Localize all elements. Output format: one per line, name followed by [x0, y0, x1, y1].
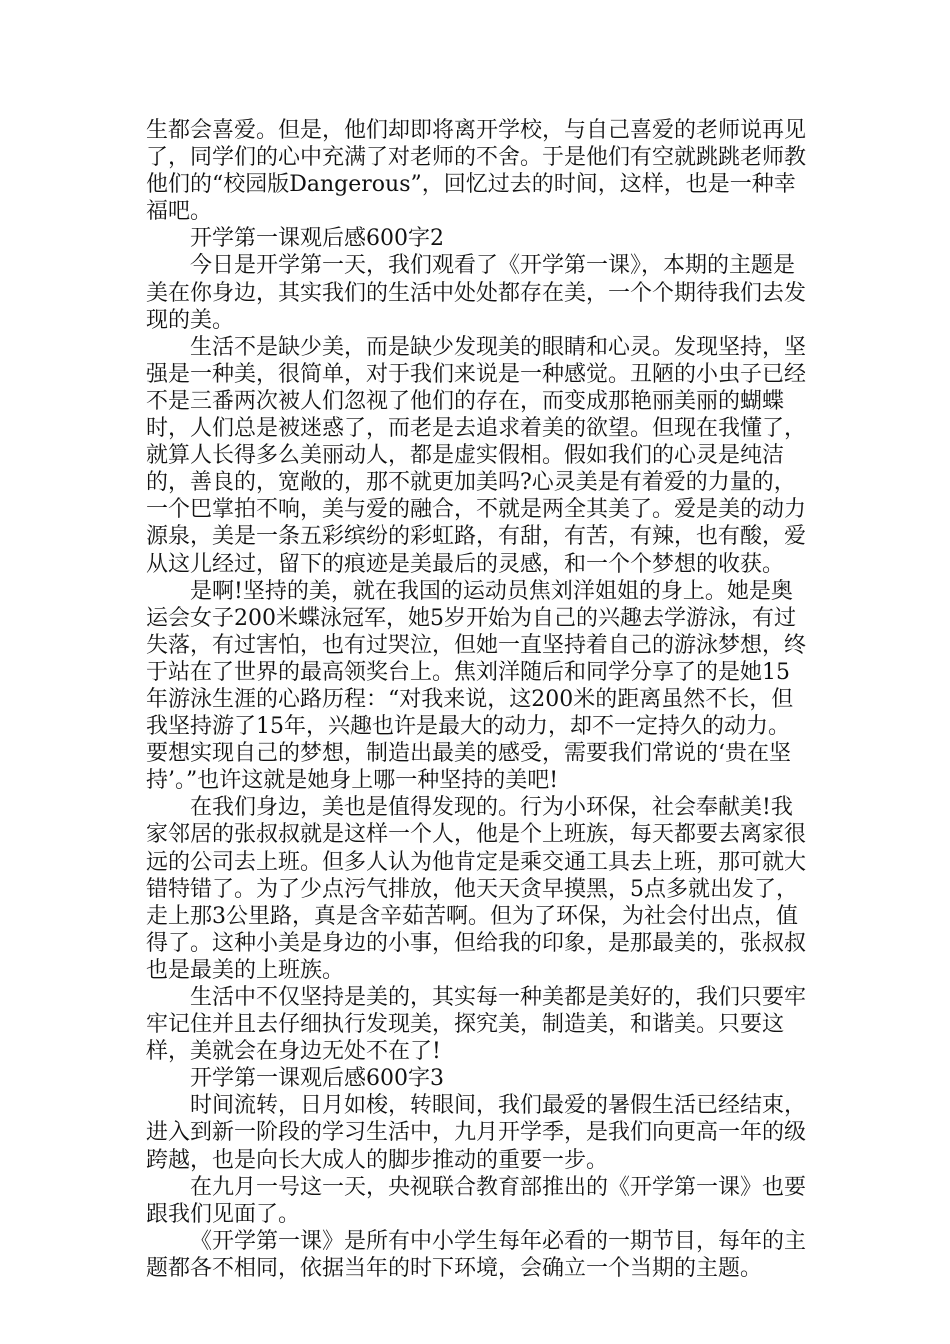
paragraph: 在我们身边，美也是值得发现的。行为小环保，社会奉献美!我家邻居的张叔叔就是这样一个人，他是个上班族，每天都要去离家很远的公司去上班。但多人认为他肯定是乘交通工具去上班，那可就大错特错了。为了少点污气排放，他天天贪早摸黑，5点多就出发了，走上那3公里路，真是含辛茹苦啊。但为了环保，为社会付出点，值得了。这种小美是身边的小事，但给我的印象，是那最美的，张叔叔也是最美的上班族。 — [146, 795, 807, 983]
paragraph: 生活中不仅坚持是美的，其实每一种美都是美好的，我们只要牢牢记住并且去仔细执行发现美，探究美，制造美，和谐美。只要这样，美就会在身边无处不在了! — [146, 985, 807, 1065]
paragraph: 是啊!坚持的美，就在我国的运动员焦刘洋姐姐的身上。她是奥运会女子200米蝶泳冠军，她5岁开始为自己的兴趣去学游泳，有过失落，有过害怕，也有过哭泣，但她一直坚持着自己的游泳梦想，终于站在了世界的最高领奖台上。焦刘洋随后和同学分享了的是她15年游泳生涯的心路历程：“对我来说，这200米的距离虽然不长，但我坚持游了15年，兴趣也许是最大的动力，却不一定持久的动力。要想实现自己的梦想，制造出最美的感受，需要我们常说的‘贵在坚持’。”也许这就是她身上哪一种坚持的美吧! — [146, 578, 807, 794]
paragraph: 生活不是缺少美，而是缺少发现美的眼睛和心灵。发现坚持，坚强是一种美，很简单，对于我们来说是一种感觉。丑陋的小虫子已经不是三番两次被人们忽视了他们的存在，而变成那艳丽美丽的蝴蝶时，人们总是被迷惑了，而老是去追求着美的欲望。但现在我懂了，就算人长得多么美丽动人，都是虚实假相。假如我们的心灵是纯洁的，善良的，宽敞的，那不就更加美吗?心灵美是有着爱的力量的，一个巴掌拍不响，美与爱的融合，不就是两全其美了。爱是美的动力源泉，美是一条五彩缤纷的彩虹路，有甜，有苦，有辣，也有酸，爱从这儿经过，留下的痕迹是美最后的灵感，和一个个梦想的收获。 — [146, 334, 807, 577]
document-body — [146, 117, 810, 1282]
paragraph: 今日是开学第一天，我们观看了《开学第一课》，本期的主题是美在你身边，其实我们的生活中处处都存在美，一个个期待我们去发现的美。 — [146, 253, 807, 333]
section-heading-3: 开学第一课观后感600字3 — [190, 1066, 444, 1092]
paragraph: 时间流转，日月如梭，转眼间，我们最爱的暑假生活已经结束，进入到新一阶段的学习生活中，九月开学季，是我们向更高一年的级跨越，也是向长大成人的脚步推动的重要一步。 — [146, 1093, 807, 1173]
paragraph: 《开学第一课》是所有中小学生每年必看的一期节目，每年的主题都各不相同，依据当年的时下环境，会确立一个当期的主题。 — [146, 1228, 807, 1281]
paragraph-continuation: 生都会喜爱。但是，他们却即将离开学校，与自己喜爱的老师说再见了，同学们的心中充满了对老师的不舍。于是他们有空就跳跳老师教他们的“校园版Dangerous”，回忆过去的时间，这样，也是一种幸福吧。 — [146, 118, 807, 225]
paragraph: 在九月一号这一天，央视联合教育部推出的《开学第一课》也要跟我们见面了。 — [146, 1174, 807, 1227]
section-heading-2: 开学第一课观后感600字2 — [190, 226, 444, 252]
